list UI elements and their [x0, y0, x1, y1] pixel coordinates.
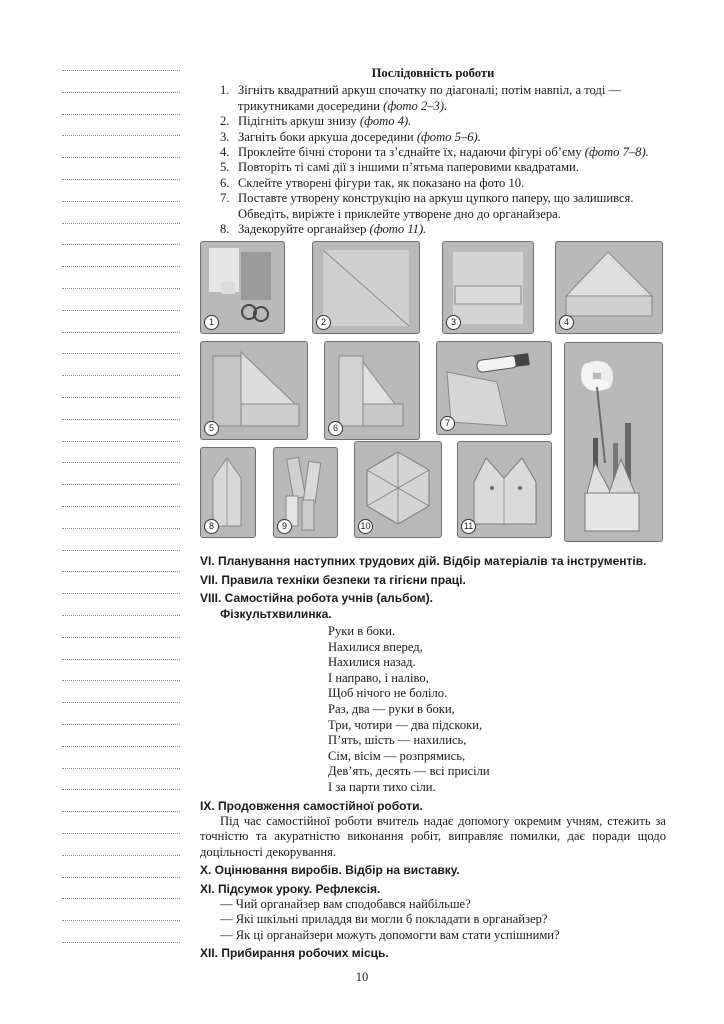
- step-item: 6. Склейте утворені фігури так, як показано на фото 10.: [220, 175, 525, 190]
- poem-line: І за парти тихо сіли.: [328, 780, 436, 795]
- section-ix-paragraph: Під час самостійної роботи вчитель надає допомогу окремим учням, стежить за точністю та акуратністю виконання робіт, виправляє помилки, дає поради щодо доцільності декорування.: [200, 814, 666, 859]
- sequence-title: Послідовність роботи: [371, 66, 495, 80]
- margin-line: [62, 659, 180, 660]
- photo-hexagon-top: [354, 441, 442, 538]
- section-viii: VIII. Самостійна робота учнів (альбом).: [200, 591, 433, 606]
- margin-line: [62, 484, 180, 485]
- step-item: 2. Підігніть аркуш знизу (фото 4).: [220, 114, 412, 129]
- step-item: 7. Поставте утворену конструкцію на аркуш цупкого паперу, що залишився. Обведіть, виріжте і приклейте утворене дно до органайзера.: [220, 191, 634, 221]
- step-item: 1. Зігніть квадратний аркуш спочатку по діагоналі; потім навпіл, а тоді — трикутниками досередини (фото 2–3).: [220, 83, 622, 113]
- margin-line: [62, 550, 180, 551]
- photo-number: 11: [461, 519, 476, 534]
- section-viii-subtitle: Фізкультхвилинка.: [220, 606, 332, 621]
- margin-line: [62, 833, 180, 834]
- margin-line: [62, 637, 180, 638]
- section-xii: XII. Прибирання робочих місць.: [200, 946, 389, 961]
- margin-line: [62, 419, 180, 420]
- section-vi: VI. Планування наступних трудових дій. Відбір матеріалів та інструментів.: [200, 554, 647, 569]
- photo-decorated-organizer-large: [564, 342, 663, 542]
- margin-line: [62, 92, 180, 93]
- margin-line: [62, 397, 180, 398]
- reflection-question: — Як ці органайзери можуть допомогти вам стати успішними?: [220, 927, 560, 942]
- section-ix: IX. Продовження самостійної роботи.: [200, 798, 423, 813]
- poem-line: Три, чотири — два підскоки,: [328, 717, 483, 732]
- photo-number: 9: [277, 519, 292, 534]
- photo-number: 6: [328, 421, 343, 436]
- margin-line: [62, 528, 180, 529]
- photo-number: 5: [204, 421, 219, 436]
- poem-line: Дев’ять, десять — всі присіли: [328, 764, 490, 779]
- photo-number: 4: [559, 315, 574, 330]
- photo-six-modules: [273, 447, 338, 538]
- section-xi: XI. Підсумок уроку. Рефлексія.: [200, 881, 381, 896]
- photo-folded-square: [312, 241, 420, 334]
- margin-line: [62, 855, 180, 856]
- photo-triangle-fold: [442, 241, 534, 334]
- margin-line: [62, 680, 180, 681]
- page-number: 10: [355, 970, 369, 984]
- margin-line: [62, 702, 180, 703]
- margin-line: [62, 942, 180, 943]
- poem-line: Руки в боки.: [328, 624, 396, 639]
- section-x: X. Оцінювання виробів. Відбір на виставку.: [200, 863, 460, 878]
- margin-line: [62, 789, 180, 790]
- photo-gluing: [436, 341, 552, 435]
- margin-line: [62, 593, 180, 594]
- photo-side-fold-a: [200, 341, 308, 440]
- margin-line: [62, 768, 180, 769]
- photo-module: [200, 447, 256, 538]
- margin-line: [62, 332, 180, 333]
- margin-line: [62, 811, 180, 812]
- photo-side-fold-b: [324, 341, 420, 440]
- poem-line: Сім, вісім — розпрямись,: [328, 748, 466, 763]
- margin-line: [62, 441, 180, 442]
- margin-line: [62, 375, 180, 376]
- margin-line: [62, 135, 180, 136]
- photo-bottom-fold: [555, 241, 663, 334]
- poem-line: Нахилися назад.: [328, 655, 416, 670]
- margin-line: [62, 920, 180, 921]
- photo-number: 3: [446, 315, 461, 330]
- step-item: 3. Загніть боки аркуша досередини (фото 5–6).: [220, 129, 481, 144]
- margin-line: [62, 506, 180, 507]
- poem-line: І направо, і наліво,: [328, 670, 429, 685]
- photo-number: 7: [440, 416, 455, 431]
- margin-line: [62, 157, 180, 158]
- margin-line: [62, 615, 180, 616]
- step-item: 5. Повторіть ті самі дії з іншими п’ятьма паперовими квадратами.: [220, 160, 579, 175]
- step-item: 4. Проклейте бічні сторони та з’єднайте їх, надаючи фігурі об’єму (фото 7–8).: [220, 145, 649, 160]
- steps-list: [200, 83, 666, 237]
- photo-grid: [200, 241, 666, 551]
- margin-line: [62, 266, 180, 267]
- margin-line: [62, 571, 180, 572]
- photo-number: 10: [358, 519, 373, 534]
- margin-line: [62, 746, 180, 747]
- margin-line: [62, 898, 180, 899]
- section-vii: VII. Правила техніки безпеки та гігієни праці.: [200, 572, 466, 587]
- poem: [200, 624, 666, 796]
- margin-line: [62, 114, 180, 115]
- margin-line: [62, 201, 180, 202]
- page-content: [200, 66, 666, 962]
- reflection-question: — Які шкільні приладдя ви могли б покладати в органайзер?: [220, 912, 548, 927]
- margin-line: [62, 70, 180, 71]
- margin-line: [62, 877, 180, 878]
- margin-line: [62, 353, 180, 354]
- photo-number: 1: [204, 315, 219, 330]
- margin-line: [62, 724, 180, 725]
- poem-line: Раз, два — руки в боки,: [328, 702, 455, 717]
- margin-line: [62, 223, 180, 224]
- poem-line: Щоб нічого не боліло.: [328, 686, 448, 701]
- margin-line: [62, 244, 180, 245]
- photo-number: 8: [204, 519, 219, 534]
- reflection-question: — Чий органайзер вам сподобався найбільше?: [220, 897, 471, 912]
- margin-line: [62, 179, 180, 180]
- poem-line: Нахилися вперед,: [328, 639, 423, 654]
- margin-line: [62, 462, 180, 463]
- photo-finished-organizer: [457, 441, 552, 538]
- poem-line: П’ять, шість — нахились,: [328, 733, 467, 748]
- photo-number: 2: [316, 315, 331, 330]
- margin-line: [62, 310, 180, 311]
- margin-note-lines: [62, 70, 180, 960]
- photo-materials: [200, 241, 285, 334]
- step-item: 8. Задекоруйте органайзер (фото 11).: [220, 222, 427, 237]
- margin-line: [62, 288, 180, 289]
